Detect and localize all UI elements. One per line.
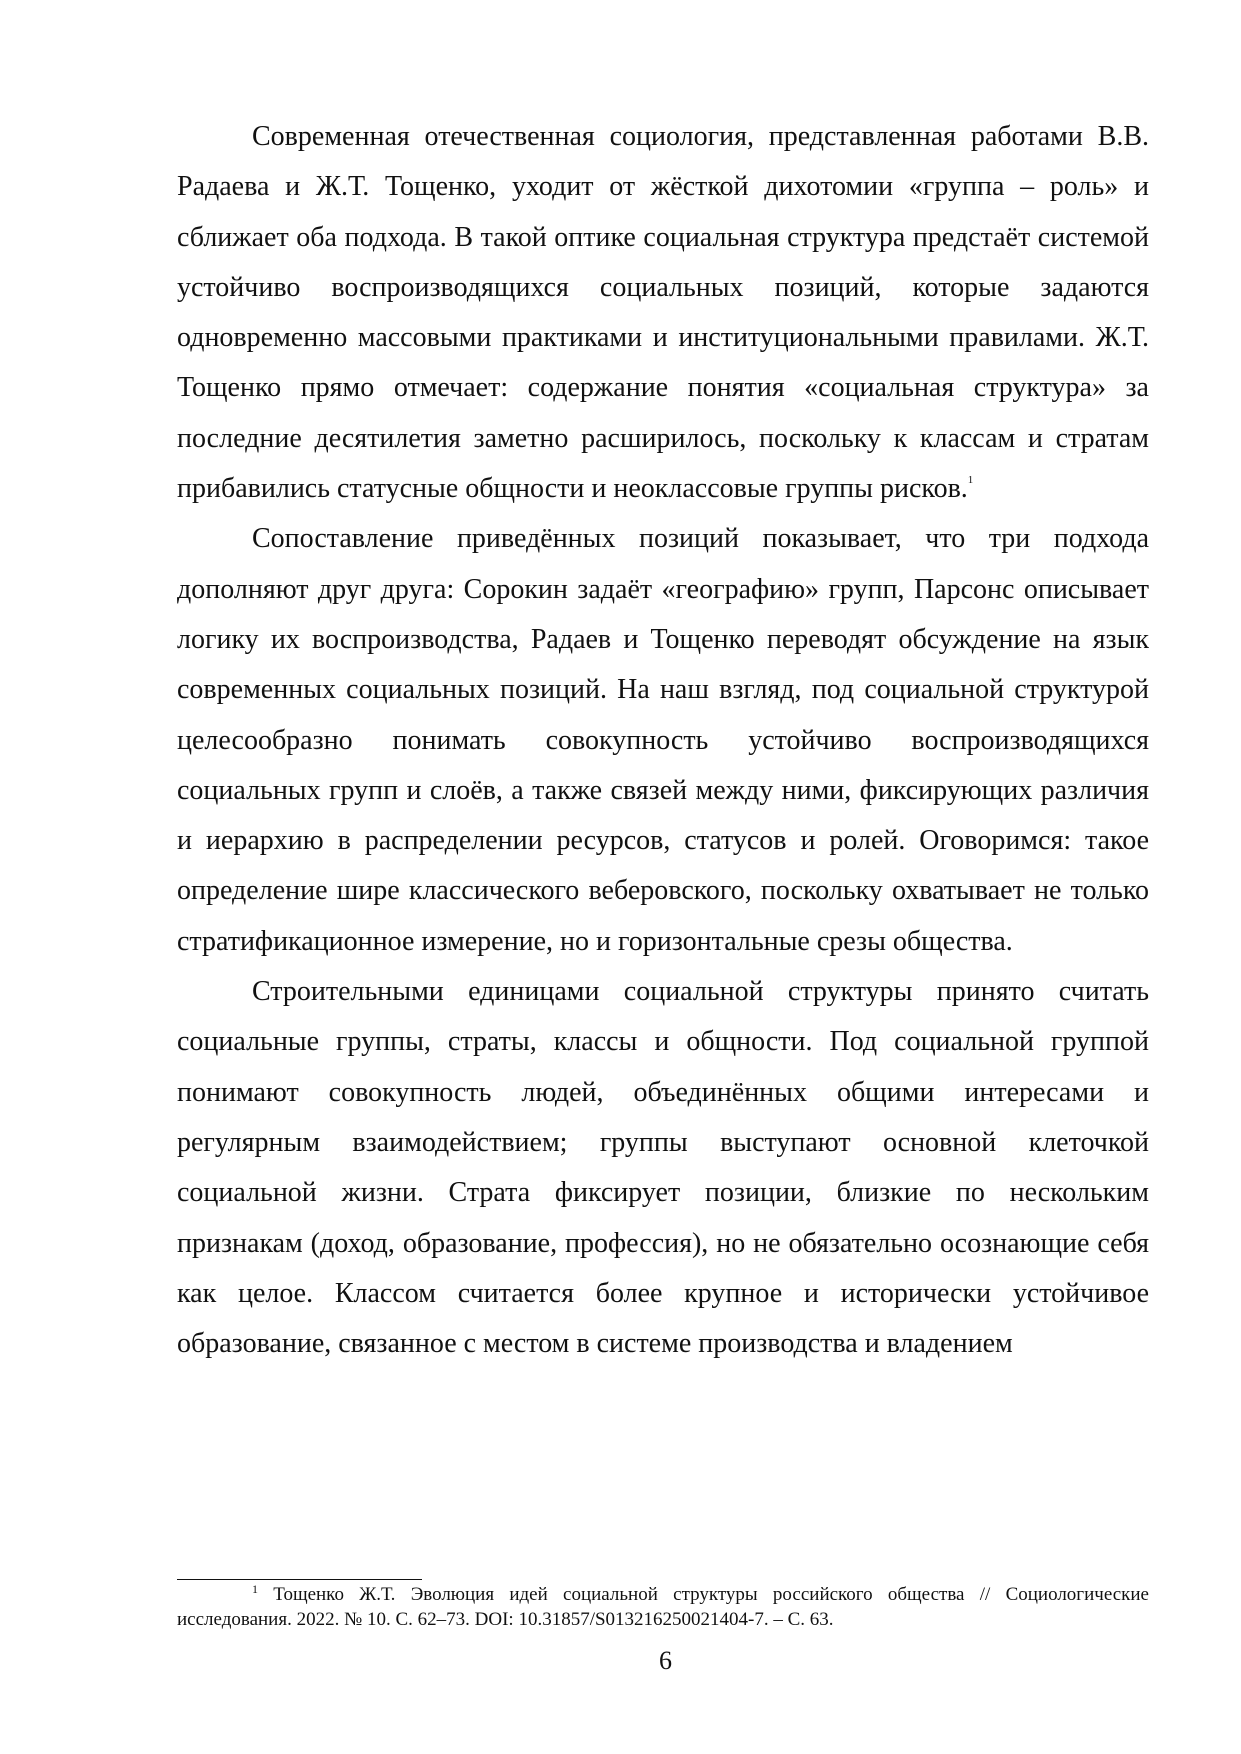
footnote [177,1582,1149,1632]
footnote-number: 1 [252,1582,258,1596]
footnote-reference[interactable]: 1 [967,474,974,487]
paragraph [177,967,1149,1369]
paragraph [177,112,1149,514]
paragraph-text: Строительными единицами социальной структуры принято считать социальные группы, страты, классы и общности. Под социальной группой понимают совокупность людей, объединённых общими интересами и регулярным взаимодействием; группы выступают основной клеточкой социальной жизни. Страта фиксирует позиции, близкие по нескольким признакам (доход, образование, профессия), но не обязательно осознающие себя как целое. Классом считается более крупное и исторически устойчивое образование, связанное с местом в системе производства и владением [177,976,1149,1360]
footnote-text: Тощенко Ж.Т. Эволюция идей социальной структуры российского общества // Социологические исследования. 2022. № 10. С. 62–73. DOI: 10.31857/S013216250021404-7. – С. 63. [177,1584,1149,1630]
paragraph [177,514,1149,967]
body-text [177,112,1149,1369]
footnote-separator [177,1579,422,1580]
paragraph-text: Современная отечественная социология, представленная работами В.В. Радаева и Ж.Т. Тощенко, уходит от жёсткой дихотомии «группа – роль» и сближает оба подхода. В такой оптике социальная структура предстаёт системой устойчиво воспроизводящихся социальных позиций, которые задаются одновременно массовыми практиками и институциональными правилами. Ж.Т. Тощенко прямо отмечает: содержание понятия «социальная структура» за последние десятилетия заметно расширилось, поскольку к классам и стратам прибавились статусные общности и неоклассовые группы рисков. [177,121,1149,505]
paragraph-text: Сопоставление приведённых позиций показывает, что три подхода дополняют друг друга: Сорокин задаёт «географию» групп, Парсонс описывает логику их воспроизводства, Радаев и Тощенко переводят обсуждение на язык современных социальных позиций. На наш взгляд, под социальной структурой целесообразно понимать совокупность устойчиво воспроизводящихся социальных групп и слоёв, а также связей между ними, фиксирующих различия и иерархию в распределении ресурсов, статусов и ролей. Оговоримся: такое определение шире классического веберовского, поскольку охватывает не только стратификационное измерение, но и горизонтальные срезы общества. [177,523,1149,957]
page-number: 6 [659,1646,672,1675]
